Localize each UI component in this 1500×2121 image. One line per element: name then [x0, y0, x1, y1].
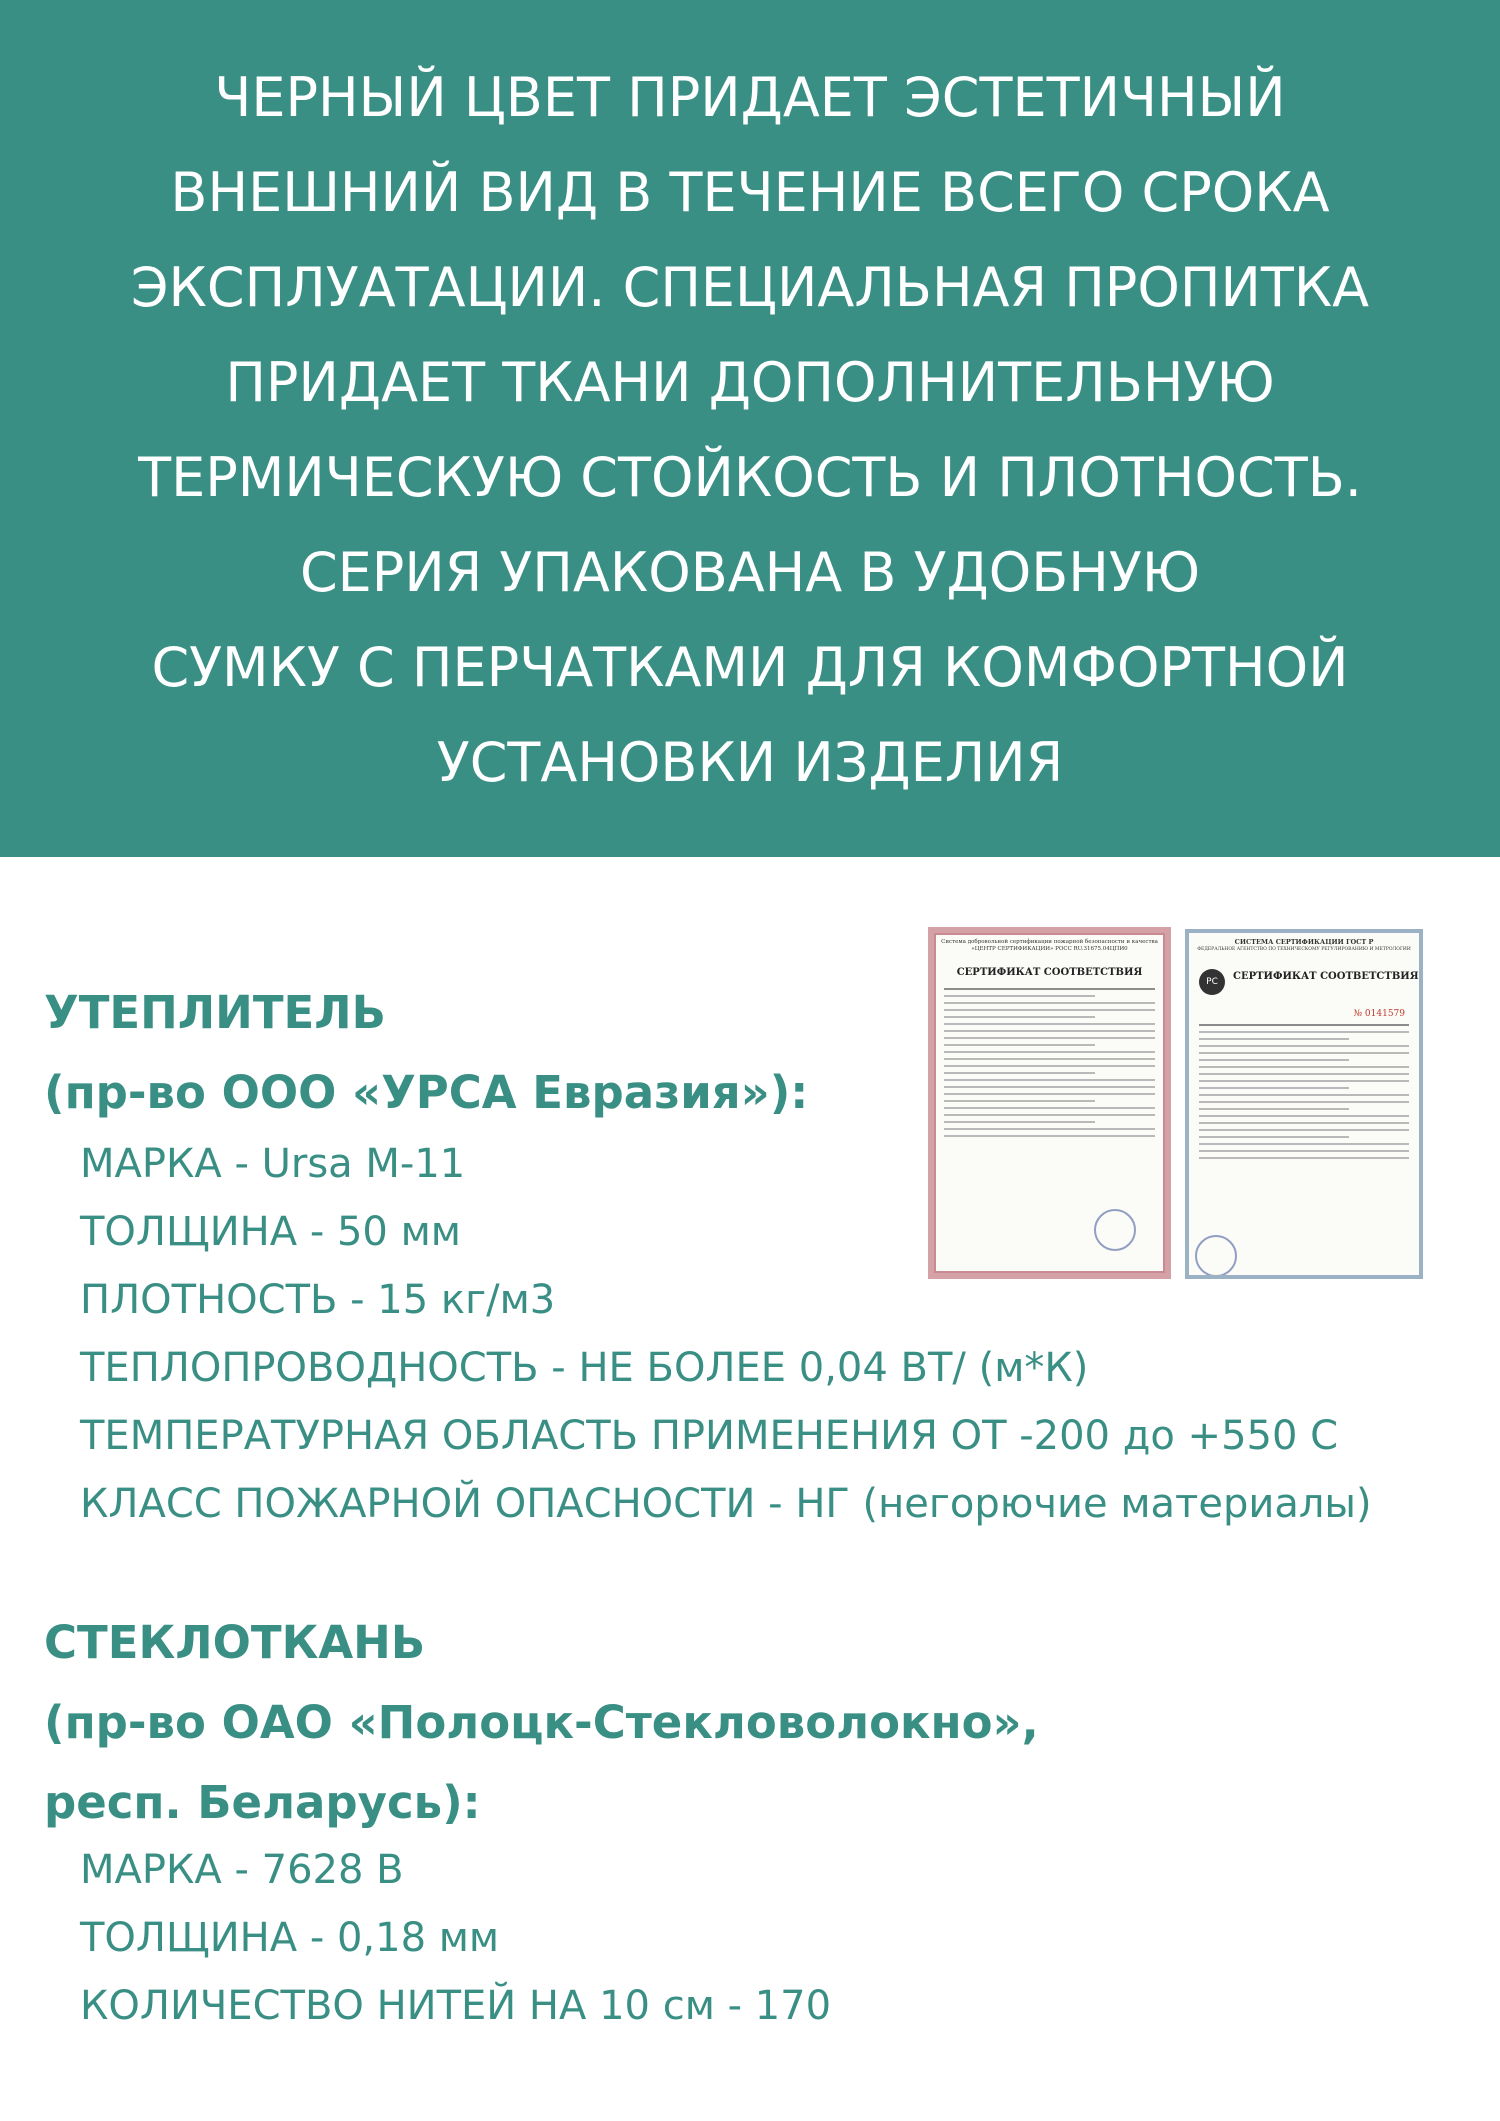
certificate-image-gost: [1185, 929, 1423, 1279]
description-banner: [0, 0, 1500, 857]
spec-row: ТЕМПЕРАТУРНАЯ ОБЛАСТЬ ПРИМЕНЕНИЯ ОТ -200 до +550 С: [80, 1413, 1339, 1459]
fiberglass-title: СТЕКЛОТКАНЬ: [44, 1616, 426, 1669]
banner-line: СУМКУ С ПЕРЧАТКАМИ ДЛЯ КОМФОРТНОЙ: [151, 636, 1349, 699]
stamp-icon: [1195, 1235, 1237, 1277]
spec-row: ПЛОТНОСТЬ - 15 кг/м3: [80, 1277, 556, 1323]
spec-row: ТОЛЩИНА - 50 мм: [80, 1209, 461, 1255]
spec-row: КОЛИЧЕСТВО НИТЕЙ НА 10 см - 170: [80, 1983, 832, 2029]
certificate-header: Система добровольной сертификации пожарной безопасности и качества «ЦЕНТР СЕРТИФИКАЦИИ» РОСС RU.З1675.04ЦПИ0: [941, 939, 1158, 952]
insulation-spec-list: [80, 1130, 1372, 1538]
fiberglass-spec-list: [80, 1836, 831, 2040]
certificate-image-fire-safety: [928, 927, 1171, 1279]
certificate-title: СЕРТИФИКАТ СООТВЕТСТВИЯ: [956, 967, 1143, 978]
fiberglass-manufacturer: (пр-во ОАО «Полоцк-Стекловолокно»,: [44, 1696, 1039, 1749]
certificate-subheader: ФЕДЕРАЛЬНОЕ АГЕНТСТВО ПО ТЕХНИЧЕСКОМУ РЕГУЛИРОВАНИЮ И МЕТРОЛОГИИ: [1197, 947, 1411, 952]
spec-row: МАРКА - Ursa M-11: [80, 1141, 466, 1187]
banner-line: ЧЕРНЫЙ ЦВЕТ ПРИДАЕТ ЭСТЕТИЧНЫЙ: [214, 66, 1286, 129]
certificate-number: № 0141579: [1353, 1009, 1405, 1019]
banner-line: СЕРИЯ УПАКОВАНА В УДОБНУЮ: [299, 541, 1201, 604]
insulation-manufacturer: (пр-во ООО «УРСА Евразия»):: [44, 1066, 809, 1119]
banner-line: ПРИДАЕТ ТКАНИ ДОПОЛНИТЕЛЬНУЮ: [225, 351, 1275, 414]
stamp-icon: [1094, 1209, 1136, 1251]
spec-row: ТОЛЩИНА - 0,18 мм: [80, 1915, 500, 1961]
banner-line: ТЕРМИЧЕСКУЮ СТОЙКОСТЬ И ПЛОТНОСТЬ.: [138, 446, 1362, 509]
spec-row: КЛАСС ПОЖАРНОЙ ОПАСНОСТИ - НГ (негорючие материалы): [80, 1481, 1372, 1527]
certificate-title: СЕРТИФИКАТ СООТВЕТСТВИЯ: [1233, 971, 1419, 982]
banner-line: УСТАНОВКИ ИЗДЕЛИЯ: [436, 731, 1064, 794]
fiberglass-country: респ. Беларусь):: [44, 1776, 481, 1829]
banner-line: ЭКСПЛУАТАЦИИ. СПЕЦИАЛЬНАЯ ПРОПИТКА: [130, 256, 1370, 319]
spec-row: ТЕПЛОПРОВОДНОСТЬ - НЕ БОЛЕЕ 0,04 ВТ/ (м*К): [80, 1345, 1089, 1391]
certificate-header: СИСТЕМА СЕРТИФИКАЦИИ ГОСТ Р: [1234, 938, 1374, 946]
spec-row: МАРКА - 7628 В: [80, 1847, 404, 1893]
banner-line: ВНЕШНИЙ ВИД В ТЕЧЕНИЕ ВСЕГО СРОКА: [170, 161, 1330, 224]
insulation-title: УТЕПЛИТЕЛЬ: [44, 986, 386, 1039]
gost-logo-icon: РС: [1199, 969, 1225, 995]
